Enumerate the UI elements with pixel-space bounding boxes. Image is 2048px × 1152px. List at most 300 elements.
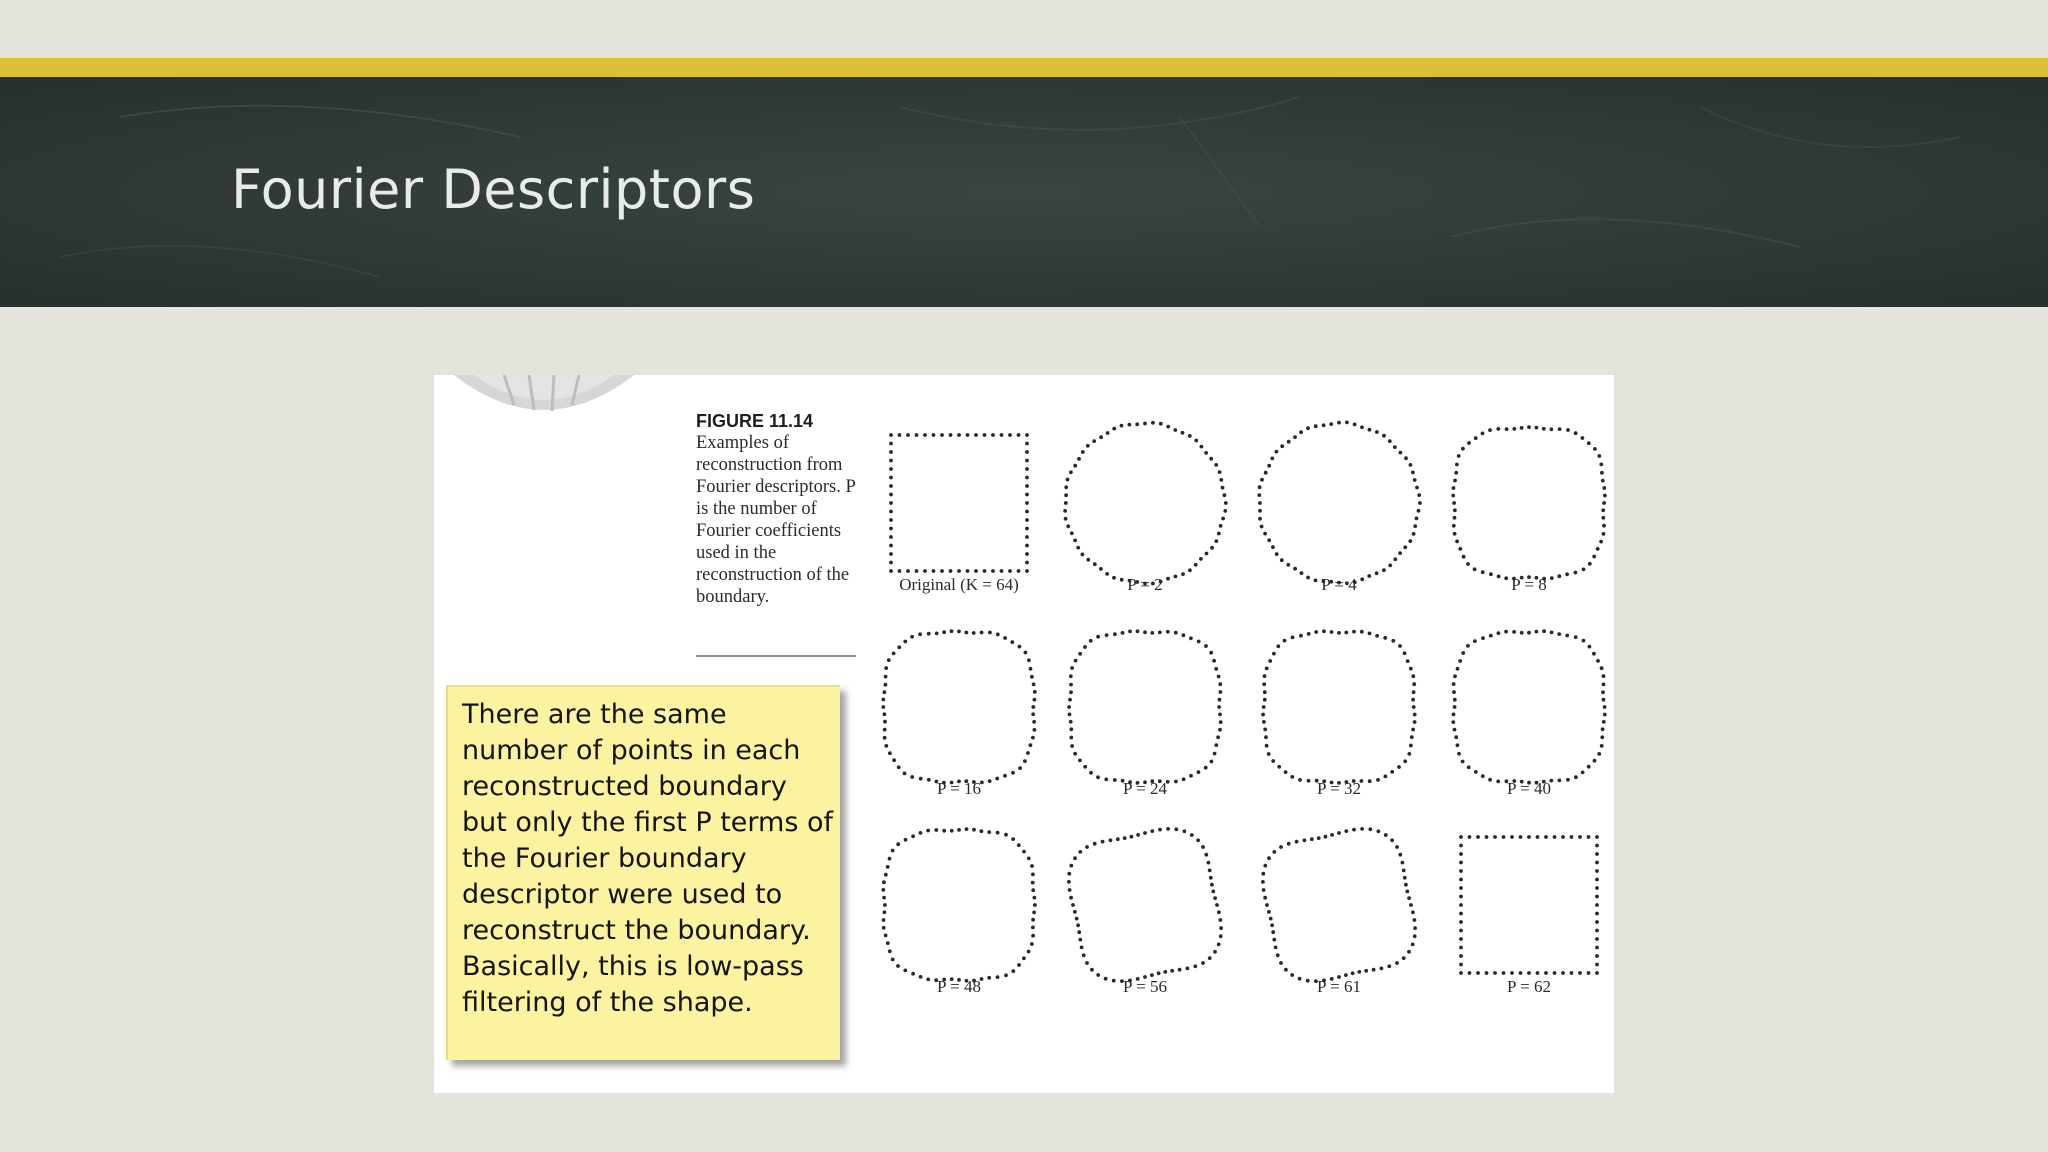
boundary-point <box>1174 631 1178 635</box>
boundary-point <box>884 683 888 687</box>
boundary-point <box>1218 713 1222 717</box>
boundary-point <box>1413 918 1417 922</box>
boundary-point <box>1182 777 1186 781</box>
boundary-point <box>1405 890 1409 894</box>
boundary-point <box>1086 558 1090 562</box>
boundary-point <box>1025 484 1029 488</box>
boundary-point <box>1406 659 1410 663</box>
boundary-point <box>1261 713 1265 717</box>
boundary-point <box>1457 454 1461 458</box>
boundary-point <box>1407 950 1411 954</box>
boundary-point <box>1194 439 1198 443</box>
boundary-point <box>1003 636 1007 640</box>
boundary-point <box>1574 431 1578 435</box>
boundary-point <box>1411 728 1415 732</box>
boundary-point <box>1263 896 1267 900</box>
boundary-point <box>1512 630 1516 634</box>
boundary-point <box>1399 451 1403 455</box>
boundary-point <box>1204 451 1208 455</box>
boundary-point <box>1218 698 1222 702</box>
boundary-point <box>974 569 978 573</box>
boundary-point <box>1217 675 1221 679</box>
boundary-point <box>1290 775 1294 779</box>
boundary-point <box>1221 486 1225 490</box>
boundary-point <box>1008 569 1012 573</box>
boundary-point <box>1451 494 1455 498</box>
boundary-point <box>1542 427 1546 431</box>
boundary-point <box>889 501 893 505</box>
boundary-point <box>1219 690 1223 694</box>
boundary-point <box>1199 557 1203 561</box>
boundary-point <box>1337 421 1341 425</box>
boundary-point <box>1071 903 1075 907</box>
boundary-point <box>1217 943 1221 947</box>
boundary-point <box>1357 970 1361 974</box>
boundary-point <box>1459 946 1463 950</box>
boundary-point <box>1260 478 1264 482</box>
boundary-point <box>1542 629 1546 633</box>
boundary-point <box>1210 760 1214 764</box>
boundary-point <box>1603 705 1607 709</box>
boundary-point <box>882 880 886 884</box>
boundary-point <box>1011 969 1015 973</box>
boundary-point <box>1183 829 1187 833</box>
boundary-point <box>1504 630 1508 634</box>
boundary-point <box>1003 774 1007 778</box>
boundary-point <box>1329 422 1333 426</box>
boundary-point <box>965 827 969 831</box>
boundary-point <box>1557 632 1561 636</box>
boundary-point <box>1219 524 1223 528</box>
boundary-point <box>882 926 886 930</box>
boundary-point <box>1595 912 1599 916</box>
boundary-point <box>1181 572 1185 576</box>
boundary-point <box>1574 571 1578 575</box>
boundary-point <box>1377 829 1381 833</box>
boundary-point <box>1413 478 1417 482</box>
boundary-point <box>1215 903 1219 907</box>
boundary-point <box>1166 425 1170 429</box>
figure-panel <box>434 375 1614 1093</box>
boundary-point <box>1565 634 1569 638</box>
boundary-point <box>1481 432 1485 436</box>
boundary-point <box>884 666 888 670</box>
boundary-point <box>1181 431 1185 435</box>
reconstruction-item <box>1063 421 1228 594</box>
boundary-point <box>1174 827 1178 831</box>
boundary-point <box>1595 844 1599 848</box>
boundary-point <box>1031 926 1035 930</box>
boundary-point <box>1219 478 1223 482</box>
boundary-point <box>1459 971 1463 975</box>
boundary-point <box>1587 971 1591 975</box>
boundary-point <box>1157 971 1161 975</box>
boundary-point <box>1008 433 1012 437</box>
boundary-point <box>1073 910 1077 914</box>
boundary-point <box>1488 428 1492 432</box>
boundary-point <box>1030 864 1034 868</box>
boundary-point <box>1077 457 1081 461</box>
boundary-point <box>1268 659 1272 663</box>
boundary-point <box>1224 501 1228 505</box>
boundary-point <box>1283 639 1287 643</box>
boundary-point <box>889 476 893 480</box>
boundary-point <box>1031 705 1035 709</box>
boundary-point <box>1018 645 1022 649</box>
accent-bar <box>0 58 2048 77</box>
boundary-point <box>1578 971 1582 975</box>
boundary-point <box>1081 450 1085 454</box>
boundary-point <box>1276 644 1280 648</box>
boundary-point <box>1170 969 1174 973</box>
boundary-point <box>1597 752 1601 756</box>
boundary-point <box>1011 771 1015 775</box>
boundary-point <box>1330 630 1334 634</box>
boundary-point <box>1402 956 1406 960</box>
boundary-point <box>1025 535 1029 539</box>
boundary-point <box>1204 853 1208 857</box>
boundary-point <box>1536 971 1540 975</box>
boundary-point <box>1402 869 1406 873</box>
boundary-point <box>1158 631 1162 635</box>
boundary-point <box>1067 880 1071 884</box>
boundary-point <box>1368 779 1372 783</box>
boundary-point <box>1074 659 1078 663</box>
boundary-point <box>1457 752 1461 756</box>
boundary-point <box>1189 636 1193 640</box>
boundary-point <box>1077 930 1081 934</box>
boundary-point <box>1317 836 1321 840</box>
boundary-point <box>1109 838 1113 842</box>
boundary-point <box>1418 501 1422 505</box>
boundary-point <box>897 645 901 649</box>
boundary-point <box>1262 720 1266 724</box>
boundary-point <box>1212 659 1216 663</box>
boundary-point <box>1368 827 1372 831</box>
boundary-point <box>940 569 944 573</box>
boundary-point <box>1458 659 1462 663</box>
boundary-point <box>1485 835 1489 839</box>
boundary-point <box>1032 911 1036 915</box>
boundary-point <box>1150 829 1154 833</box>
boundary-point <box>1069 720 1073 724</box>
boundary-point <box>1197 770 1201 774</box>
sticky-note <box>446 685 840 1060</box>
boundary-point <box>1089 639 1093 643</box>
boundary-point <box>1173 428 1177 432</box>
boundary-point <box>1593 759 1597 763</box>
boundary-point <box>1595 920 1599 924</box>
boundary-point <box>1330 833 1334 837</box>
boundary-point <box>1504 576 1508 580</box>
boundary-point <box>1600 735 1604 739</box>
boundary-point <box>1474 436 1478 440</box>
boundary-point <box>1352 630 1356 634</box>
boundary-point <box>1413 934 1417 938</box>
boundary-point <box>1263 690 1267 694</box>
boundary-point <box>1411 943 1415 947</box>
reconstruction-item <box>881 629 1036 798</box>
boundary-point <box>991 433 995 437</box>
boundary-point <box>1066 524 1070 528</box>
boundary-point <box>1271 545 1275 549</box>
boundary-point <box>1453 532 1457 536</box>
boundary-point <box>1274 946 1278 950</box>
boundary-point <box>1193 964 1197 968</box>
figure-label: FIGURE 11.14 <box>696 411 814 431</box>
boundary-point <box>1112 979 1116 983</box>
boundary-point <box>1527 631 1531 635</box>
boundary-point <box>1000 569 1004 573</box>
boundary-point <box>1602 698 1606 702</box>
boundary-point <box>1452 690 1456 694</box>
boundary-point <box>1275 450 1279 454</box>
boundary-point <box>1510 835 1514 839</box>
boundary-point <box>1601 727 1605 731</box>
boundary-point <box>888 857 892 861</box>
boundary-point <box>1258 501 1262 505</box>
boundary-point <box>1544 835 1548 839</box>
boundary-point <box>1069 470 1073 474</box>
boundary-point <box>1306 426 1310 430</box>
boundary-point <box>988 631 992 635</box>
boundary-point <box>1595 852 1599 856</box>
boundary-point <box>883 720 887 724</box>
boundary-point <box>932 433 936 437</box>
boundary-point <box>1322 423 1326 427</box>
boundary-point <box>1453 674 1457 678</box>
boundary-point <box>1582 568 1586 572</box>
boundary-point <box>1287 440 1291 444</box>
boundary-point <box>1267 538 1271 542</box>
boundary-point <box>957 630 961 634</box>
boundary-point <box>1588 645 1592 649</box>
boundary-point <box>911 972 915 976</box>
boundary-point <box>1128 630 1132 634</box>
boundary-point <box>1218 728 1222 732</box>
boundary-point <box>1017 843 1021 847</box>
reconstruction-label: P = 62 <box>1507 977 1551 996</box>
reconstruction-item <box>1261 827 1417 996</box>
boundary-point <box>1293 567 1297 571</box>
boundary-point <box>1022 850 1026 854</box>
boundary-point <box>884 934 888 938</box>
reconstruction-label: P = 24 <box>1123 779 1167 798</box>
boundary-point <box>891 958 895 962</box>
boundary-point <box>1587 765 1591 769</box>
boundary-point <box>1017 569 1021 573</box>
boundary-point <box>1413 926 1417 930</box>
boundary-point <box>1502 835 1506 839</box>
boundary-point <box>1025 527 1029 531</box>
boundary-point <box>1269 917 1273 921</box>
boundary-point <box>1116 837 1120 841</box>
boundary-point <box>1069 674 1073 678</box>
boundary-point <box>950 829 954 833</box>
boundary-point <box>889 552 893 556</box>
boundary-point <box>1602 683 1606 687</box>
boundary-point <box>1344 829 1348 833</box>
boundary-point <box>1067 872 1071 876</box>
boundary-point <box>1570 835 1574 839</box>
boundary-point <box>1219 926 1223 930</box>
boundary-point <box>1209 457 1213 461</box>
boundary-point <box>1411 910 1415 914</box>
boundary-point <box>1096 973 1100 977</box>
boundary-point <box>1398 551 1402 555</box>
boundary-point <box>1033 903 1037 907</box>
boundary-point <box>1261 872 1265 876</box>
boundary-point <box>1023 759 1027 763</box>
boundary-point <box>1595 946 1599 950</box>
boundary-point <box>1595 903 1599 907</box>
boundary-point <box>1409 667 1413 671</box>
boundary-point <box>1022 956 1026 960</box>
boundary-point <box>1279 961 1283 965</box>
boundary-point <box>1214 463 1218 467</box>
boundary-point <box>1204 766 1208 770</box>
boundary-point <box>1293 435 1297 439</box>
boundary-point <box>1209 876 1213 880</box>
boundary-point <box>1135 422 1139 426</box>
boundary-point <box>889 561 893 565</box>
boundary-point <box>1085 845 1089 849</box>
boundary-point <box>1105 633 1109 637</box>
boundary-point <box>1025 510 1029 514</box>
boundary-point <box>983 569 987 573</box>
boundary-point <box>1409 744 1413 748</box>
boundary-point <box>904 838 908 842</box>
boundary-point <box>1271 759 1275 763</box>
boundary-point <box>1597 454 1601 458</box>
boundary-point <box>1466 562 1470 566</box>
boundary-point <box>1299 634 1303 638</box>
boundary-point <box>1093 842 1097 846</box>
boundary-point <box>1186 967 1190 971</box>
boundary-point <box>1018 766 1022 770</box>
boundary-point <box>1128 423 1132 427</box>
boundary-point <box>926 978 930 982</box>
boundary-point <box>1550 576 1554 580</box>
boundary-point <box>1188 568 1192 572</box>
boundary-point <box>934 828 938 832</box>
boundary-point <box>1201 845 1205 849</box>
boundary-point <box>1412 690 1416 694</box>
boundary-point <box>1595 861 1599 865</box>
boundary-point <box>1291 636 1295 640</box>
boundary-point <box>1025 544 1029 548</box>
boundary-point <box>1092 439 1096 443</box>
boundary-point <box>1497 575 1501 579</box>
boundary-point <box>1375 571 1379 575</box>
boundary-point <box>1078 938 1082 942</box>
boundary-point <box>1029 667 1033 671</box>
boundary-point <box>1459 878 1463 882</box>
boundary-point <box>1143 831 1147 835</box>
boundary-point <box>1596 547 1600 551</box>
boundary-point <box>881 888 885 892</box>
boundary-point <box>1570 971 1574 975</box>
boundary-point <box>1208 869 1212 873</box>
boundary-point <box>1166 827 1170 831</box>
boundary-point <box>1265 744 1269 748</box>
boundary-point <box>888 751 892 755</box>
boundary-point <box>1452 682 1456 686</box>
boundary-point <box>1536 835 1540 839</box>
boundary-point <box>1025 518 1029 522</box>
boundary-point <box>1204 644 1208 648</box>
reconstruction-item <box>1067 629 1222 798</box>
boundary-point <box>1085 961 1089 965</box>
boundary-point <box>881 698 885 702</box>
boundary-point <box>1459 912 1463 916</box>
boundary-point <box>1213 950 1217 954</box>
boundary-point <box>1454 471 1458 475</box>
boundary-point <box>1083 765 1087 769</box>
boundary-point <box>1553 971 1557 975</box>
boundary-point <box>927 632 931 636</box>
boundary-point <box>1101 840 1105 844</box>
boundary-point <box>1409 903 1413 907</box>
boundary-point <box>1404 456 1408 460</box>
boundary-point <box>923 433 927 437</box>
boundary-point <box>1595 971 1599 975</box>
boundary-point <box>987 830 991 834</box>
boundary-point <box>966 433 970 437</box>
boundary-point <box>1031 736 1035 740</box>
boundary-point <box>1260 525 1264 529</box>
boundary-point <box>1602 720 1606 724</box>
boundary-point <box>1025 561 1029 565</box>
boundary-point <box>966 569 970 573</box>
boundary-point <box>1561 835 1565 839</box>
boundary-point <box>1595 878 1599 882</box>
boundary-point <box>1360 577 1364 581</box>
boundary-point <box>1512 427 1516 431</box>
reconstruction-item <box>1451 425 1607 594</box>
boundary-point <box>1272 652 1276 656</box>
boundary-point <box>1258 517 1262 521</box>
boundary-point <box>883 690 887 694</box>
boundary-point <box>1262 682 1266 686</box>
boundary-point <box>980 631 984 635</box>
boundary-point <box>1267 752 1271 756</box>
boundary-point <box>950 629 954 633</box>
boundary-point <box>1214 667 1218 671</box>
boundary-point <box>1588 562 1592 566</box>
boundary-point <box>1219 934 1223 938</box>
boundary-point <box>1558 779 1562 783</box>
boundary-point <box>1279 845 1283 849</box>
boundary-point <box>1275 552 1279 556</box>
boundary-point <box>1453 479 1457 483</box>
boundary-point <box>1544 971 1548 975</box>
boundary-point <box>1595 937 1599 941</box>
boundary-point <box>1310 837 1314 841</box>
reconstruction-label: Original (K = 64) <box>899 575 1019 594</box>
boundary-point <box>1025 433 1029 437</box>
boundary-point <box>1459 895 1463 899</box>
boundary-point <box>1267 910 1271 914</box>
boundary-point <box>896 964 900 968</box>
boundary-point <box>889 459 893 463</box>
reconstruction-label: P = 2 <box>1127 575 1163 594</box>
boundary-point <box>1031 888 1035 892</box>
boundary-point <box>1120 578 1124 582</box>
boundary-point <box>1024 651 1028 655</box>
boundary-point <box>1345 421 1349 425</box>
boundary-point <box>1367 574 1371 578</box>
